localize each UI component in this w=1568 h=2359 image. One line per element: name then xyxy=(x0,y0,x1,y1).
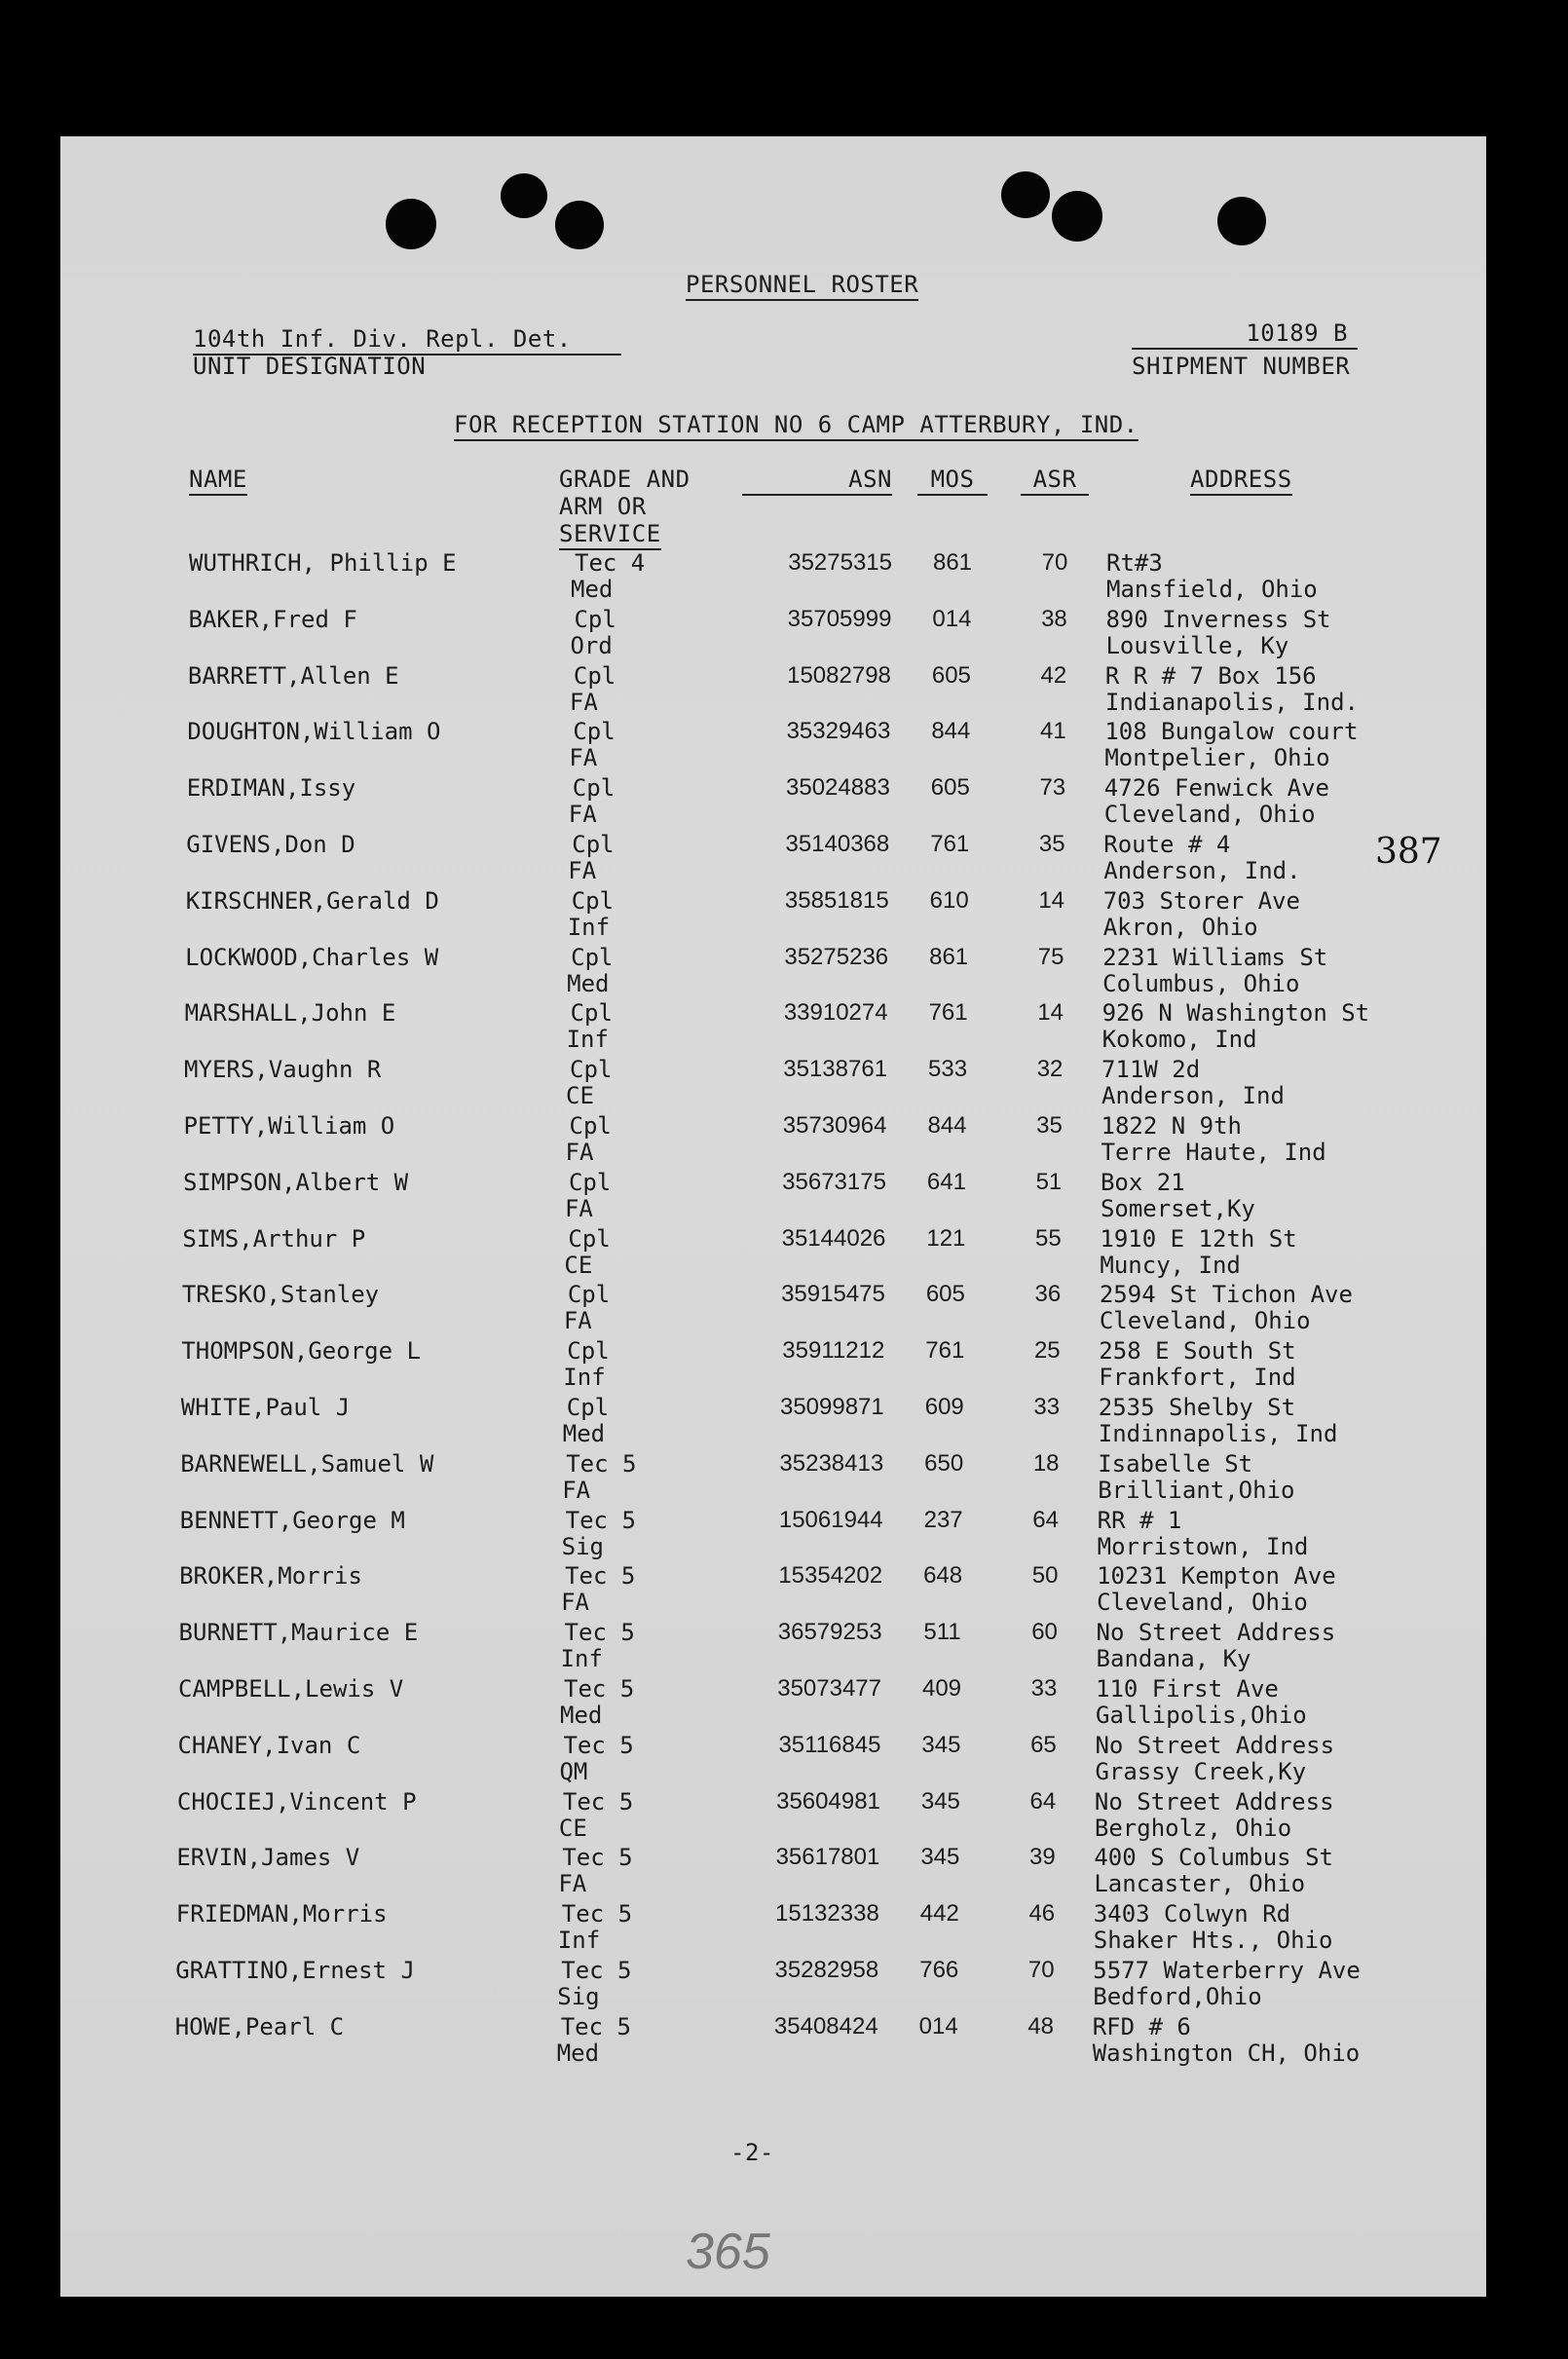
roster-grade: Tec 5 xyxy=(561,1900,633,1928)
roster-address-line2: Kokomo, Ind xyxy=(1101,1026,1257,1054)
roster-mos: 605 xyxy=(931,661,971,689)
roster-address-line2: Washington CH, Ohio xyxy=(1092,2039,1361,2067)
roster-address-line1: 10231 Kempton Ave xyxy=(1097,1562,1336,1591)
roster-arm: Sig xyxy=(561,1532,604,1560)
roster-address-line1: No Street Address xyxy=(1096,1619,1336,1647)
roster-arm: FA xyxy=(558,1870,587,1898)
roster-grade: Cpl xyxy=(566,1394,610,1421)
roster-asn: 35282958 xyxy=(774,1957,879,1983)
roster-name: KIRSCHNER,Gerald D xyxy=(185,886,439,915)
roster-asr: 75 xyxy=(1037,943,1064,970)
roster-asn: 35144026 xyxy=(781,1224,886,1252)
roster-asn: 35673175 xyxy=(782,1168,886,1195)
roster-arm: Sig xyxy=(557,1983,600,2010)
roster-grade: Tec 5 xyxy=(562,1844,633,1872)
roster-asr: 35 xyxy=(1036,1112,1063,1139)
column-header-address: ADDRESS xyxy=(1190,466,1292,496)
roster-grade: Cpl xyxy=(570,999,613,1028)
roster-grade: Tec 5 xyxy=(565,1562,636,1591)
roster-name: TRESKO,Stanley xyxy=(181,1281,380,1309)
roster-asn: 35408424 xyxy=(773,2012,878,2040)
roster-asn: 35329463 xyxy=(786,718,891,745)
roster-address-line2: Cleveland, Ohio xyxy=(1103,801,1316,829)
roster-asn: 36579253 xyxy=(777,1619,882,1646)
roster-mos: 014 xyxy=(918,2012,958,2040)
roster-asr: 51 xyxy=(1035,1168,1063,1195)
roster-address-line1: No Street Address xyxy=(1095,1731,1335,1759)
roster-asn: 15082798 xyxy=(787,661,891,689)
roster-name: PETTY,William O xyxy=(183,1112,395,1140)
roster-arm: Inf xyxy=(563,1364,606,1392)
roster-address-line1: R R # 7 Box 156 xyxy=(1104,661,1317,690)
punch-hole xyxy=(501,173,547,218)
roster-asr: 73 xyxy=(1039,774,1066,802)
roster-name: GRATTINO,Ernest J xyxy=(175,1957,415,1984)
roster-address-line1: 1910 E 12th St xyxy=(1100,1224,1297,1253)
roster-arm: CE xyxy=(564,1251,593,1279)
roster-grade: Cpl xyxy=(569,1112,612,1140)
roster-address-line1: 2535 Shelby St xyxy=(1098,1394,1296,1421)
column-header-mos: MOS xyxy=(917,466,988,496)
roster-mos: 345 xyxy=(920,1844,960,1871)
roster-name: CHOCIEJ,Vincent P xyxy=(176,1787,417,1816)
roster-asr: 60 xyxy=(1031,1619,1058,1646)
roster-asr: 70 xyxy=(1027,1957,1055,1983)
roster-name: ERDIMAN,Issy xyxy=(186,774,356,803)
roster-address-line2: Shaker Hts., Ohio xyxy=(1093,1927,1333,1955)
roster-asn: 35275236 xyxy=(784,943,889,970)
roster-mos: 014 xyxy=(932,605,972,632)
roster-asr: 64 xyxy=(1032,1506,1059,1533)
roster-mos: 409 xyxy=(921,1675,962,1702)
roster-asr: 55 xyxy=(1035,1224,1062,1252)
roster-mos: 761 xyxy=(930,831,970,857)
roster-name: MARSHALL,John E xyxy=(184,999,396,1028)
roster-name: BARRETT,Allen E xyxy=(187,661,399,690)
roster-grade: Tec 5 xyxy=(564,1619,635,1647)
roster-asr: 14 xyxy=(1037,999,1064,1027)
roster-grade: Cpl xyxy=(571,943,614,971)
roster-mos: 844 xyxy=(927,1112,967,1139)
roster-arm: FA xyxy=(568,857,597,884)
roster-asr: 48 xyxy=(1027,2012,1055,2040)
roster-mos: 861 xyxy=(929,943,969,970)
roster-arm: Med xyxy=(556,2039,600,2067)
roster-address-line1: 2594 St Tichon Ave xyxy=(1099,1281,1353,1309)
roster-address-line1: Route # 4 xyxy=(1103,831,1231,858)
column-header-arm: ARM OR xyxy=(559,493,647,520)
roster-mos: 609 xyxy=(924,1394,964,1420)
roster-asn: 35705999 xyxy=(787,605,892,632)
roster-address-line1: Box 21 xyxy=(1100,1168,1185,1196)
roster-asr: 41 xyxy=(1039,718,1066,745)
roster-arm: CE xyxy=(566,1082,594,1110)
roster-grade: Cpl xyxy=(567,1281,611,1309)
roster-address-line1: 5577 Waterberry Ave xyxy=(1093,1957,1361,1984)
roster-address-line1: RFD # 6 xyxy=(1092,2012,1191,2041)
column-header-asn: ASN xyxy=(742,466,892,496)
roster-name: GIVENS,Don D xyxy=(186,831,355,858)
destination-line: FOR RECEPTION STATION NO 6 CAMP ATTERBURY, IND. xyxy=(454,411,1139,441)
punch-hole xyxy=(1052,191,1102,242)
roster-asn: 15132338 xyxy=(775,1900,879,1928)
roster-address-line2: Somerset,Ky xyxy=(1100,1194,1255,1222)
roster-address-line2: Frankfort, Ind xyxy=(1099,1364,1296,1392)
roster-asn: 35617801 xyxy=(775,1844,880,1871)
roster-asn: 35116845 xyxy=(778,1731,881,1758)
roster-asn: 35140368 xyxy=(785,831,890,857)
roster-asr: 18 xyxy=(1032,1449,1060,1477)
roster-grade: Cpl xyxy=(572,831,615,858)
stamp-number: 387 xyxy=(1375,832,1442,872)
roster-name: FRIEDMAN,Morris xyxy=(175,1900,388,1928)
roster-asr: 42 xyxy=(1040,661,1067,689)
roster-grade: Cpl xyxy=(571,886,615,915)
roster-asn: 35099871 xyxy=(779,1394,884,1420)
roster-mos: 533 xyxy=(928,1056,968,1083)
roster-grade: Cpl xyxy=(573,718,616,746)
roster-address-line1: Rt#3 xyxy=(1106,549,1163,577)
roster-asn: 35604981 xyxy=(776,1787,880,1815)
roster-mos: 648 xyxy=(923,1562,963,1590)
roster-name: HOWE,Pearl C xyxy=(174,2012,345,2041)
roster-name: LOCKWOOD,Charles W xyxy=(185,943,439,971)
roster-asn: 35238413 xyxy=(779,1449,884,1477)
roster-name: BAKER,Fred F xyxy=(188,605,357,633)
roster-asn: 35138761 xyxy=(783,1056,888,1083)
roster-arm: CE xyxy=(558,1814,587,1842)
roster-arm: FA xyxy=(563,1307,592,1335)
roster-address-line2: Cleveland, Ohio xyxy=(1097,1589,1308,1617)
pencil-note: 365 xyxy=(686,2224,770,2280)
roster-mos: 650 xyxy=(924,1449,964,1477)
roster-asr: 14 xyxy=(1038,886,1065,914)
roster-name: SIMS,Arthur P xyxy=(182,1224,366,1253)
roster-asn: 35851815 xyxy=(784,886,889,914)
roster-address-line1: 703 Storer Ave xyxy=(1102,886,1300,915)
roster-asr: 65 xyxy=(1030,1731,1057,1758)
roster-asr: 70 xyxy=(1041,549,1068,576)
roster-address-line1: 2231 Williams St xyxy=(1102,943,1328,971)
roster-mos: 610 xyxy=(929,886,969,914)
roster-arm: Med xyxy=(567,969,610,997)
roster-asn: 35024883 xyxy=(786,774,890,802)
roster-name: BARNEWELL,Samuel W xyxy=(180,1449,434,1478)
roster-address-line1: 3403 Colwyn Rd xyxy=(1093,1900,1291,1928)
roster-asn: 35915475 xyxy=(781,1281,885,1308)
roster-address-line2: Brilliant,Ohio xyxy=(1098,1476,1295,1504)
roster-asn: 35073477 xyxy=(777,1675,881,1702)
roster-name: THOMPSON,George L xyxy=(181,1337,421,1366)
roster-mos: 766 xyxy=(919,1957,959,1983)
punch-hole xyxy=(1217,197,1266,245)
roster-address-line2: Grassy Creek,Ky xyxy=(1095,1757,1307,1785)
roster-name: CHANEY,Ivan C xyxy=(177,1731,361,1759)
roster-mos: 761 xyxy=(928,999,968,1027)
roster-address-line1: RR # 1 xyxy=(1097,1506,1182,1534)
roster-grade: Cpl xyxy=(567,1337,610,1366)
roster-address-line2: Cleveland, Ohio xyxy=(1099,1307,1311,1335)
roster-address-line2: Bergholz, Ohio xyxy=(1094,1814,1292,1842)
roster-mos: 121 xyxy=(926,1224,966,1252)
roster-name: WUTHRICH, Phillip E xyxy=(189,549,457,577)
roster-arm: Inf xyxy=(560,1645,603,1673)
roster-grade: Tec 5 xyxy=(565,1506,636,1534)
column-header-grade: GRADE AND xyxy=(559,466,691,493)
roster-address-line1: 890 Inverness St xyxy=(1105,605,1331,633)
roster-arm: FA xyxy=(564,1194,593,1222)
roster-mos: 511 xyxy=(923,1619,961,1646)
roster-arm: Med xyxy=(571,576,614,603)
unit-designation-label: UNIT DESIGNATION xyxy=(193,353,427,380)
shipment-number-value: 10189 B xyxy=(1132,319,1358,350)
roster-asr: 33 xyxy=(1033,1394,1061,1420)
roster-grade: Tec 5 xyxy=(563,1731,634,1759)
roster-arm: FA xyxy=(561,1589,589,1617)
roster-mos: 345 xyxy=(920,1787,960,1815)
roster-asr: 32 xyxy=(1036,1056,1064,1083)
roster-name: BENNETT,George M xyxy=(179,1506,405,1534)
roster-name: DOUGHTON,William O xyxy=(187,718,441,746)
roster-grade: Tec 5 xyxy=(560,2012,631,2041)
roster-address-line2: Morristown, Ind xyxy=(1097,1532,1309,1560)
roster-arm: FA xyxy=(569,688,598,716)
punch-hole xyxy=(386,199,436,249)
unit-designation-value: 104th Inf. Div. Repl. Det. xyxy=(193,325,621,356)
roster-asr: 64 xyxy=(1029,1787,1057,1815)
roster-grade: Tec 5 xyxy=(566,1449,637,1478)
roster-asn: 35730964 xyxy=(782,1112,887,1139)
roster-asn: 33910274 xyxy=(783,999,888,1027)
roster-asn: 15061944 xyxy=(778,1506,883,1533)
roster-address-line1: No Street Address xyxy=(1094,1787,1334,1816)
roster-address-line2: Anderson, Ind xyxy=(1101,1082,1285,1110)
roster-grade: Tec 4 xyxy=(575,549,646,577)
punch-hole xyxy=(1001,171,1050,218)
roster-address-line1: 926 N Washington St xyxy=(1101,999,1370,1028)
roster-asn: 15354202 xyxy=(778,1562,883,1590)
column-header-name: NAME xyxy=(189,466,247,496)
roster-address-line2: Gallipolis,Ohio xyxy=(1096,1702,1307,1729)
roster-address-line1: 400 S Columbus St xyxy=(1094,1844,1333,1872)
roster-address-line2: Bedford,Ohio xyxy=(1093,1983,1262,2010)
roster-mos: 605 xyxy=(925,1281,965,1308)
roster-address-line2: Akron, Ohio xyxy=(1102,913,1258,941)
document-page xyxy=(60,136,1486,2297)
roster-title: PERSONNEL ROSTER xyxy=(686,271,918,301)
punch-hole xyxy=(555,201,604,249)
roster-grade: Cpl xyxy=(568,1224,611,1253)
roster-address-line2: Lousville, Ky xyxy=(1105,631,1289,659)
roster-asr: 36 xyxy=(1034,1281,1062,1308)
roster-grade: Cpl xyxy=(568,1168,612,1196)
roster-name: CAMPBELL,Lewis V xyxy=(178,1675,404,1703)
roster-mos: 605 xyxy=(930,774,970,802)
roster-address-line2: Muncy, Ind xyxy=(1100,1251,1241,1279)
roster-mos: 345 xyxy=(921,1731,961,1758)
roster-mos: 844 xyxy=(931,718,971,745)
roster-asr: 25 xyxy=(1033,1337,1061,1365)
roster-asr: 50 xyxy=(1031,1562,1059,1590)
roster-grade: Cpl xyxy=(574,605,616,633)
roster-mos: 442 xyxy=(919,1900,959,1928)
roster-mos: 761 xyxy=(925,1337,965,1365)
roster-mos: 237 xyxy=(923,1506,963,1533)
roster-grade: Cpl xyxy=(573,661,616,690)
roster-address-line1: Isabelle St xyxy=(1098,1449,1253,1478)
roster-address-line2: Indianapolis, Ind. xyxy=(1104,688,1359,716)
roster-address-line1: 711W 2d xyxy=(1101,1056,1201,1084)
roster-address-line1: 258 E South St xyxy=(1099,1337,1296,1366)
roster-name: BROKER,Morris xyxy=(179,1562,362,1591)
roster-name: SIMPSON,Albert W xyxy=(182,1168,409,1196)
roster-address-line2: Indinnapolis, Ind xyxy=(1098,1420,1338,1447)
roster-arm: Inf xyxy=(567,913,611,941)
roster-asn: 35911212 xyxy=(782,1337,885,1365)
roster-address-line2: Terre Haute, Ind xyxy=(1101,1139,1326,1166)
column-header-asr: ASR xyxy=(1021,466,1089,496)
roster-mos: 641 xyxy=(926,1168,966,1195)
column-header-service: SERVICE xyxy=(559,520,661,550)
roster-arm: FA xyxy=(565,1139,594,1166)
roster-arm: FA xyxy=(568,801,597,829)
roster-address-line1: 110 First Ave xyxy=(1096,1675,1279,1703)
page-number: -2- xyxy=(730,2139,774,2166)
roster-address-line2: Bandana, Ky xyxy=(1096,1645,1251,1673)
roster-address-line2: Mansfield, Ohio xyxy=(1106,576,1318,603)
roster-mos: 861 xyxy=(932,549,973,576)
roster-arm: Inf xyxy=(566,1026,609,1054)
roster-name: WHITE,Paul J xyxy=(180,1394,351,1421)
roster-grade: Tec 5 xyxy=(564,1675,635,1703)
roster-arm: Med xyxy=(562,1420,606,1447)
roster-arm: FA xyxy=(569,744,598,772)
roster-asn: 35275315 xyxy=(788,549,892,576)
roster-grade: Tec 5 xyxy=(561,1957,632,1984)
roster-address-line1: 108 Bungalow court xyxy=(1104,718,1359,746)
roster-arm: Med xyxy=(560,1702,603,1729)
roster-address-line2: Lancaster, Ohio xyxy=(1094,1870,1306,1898)
roster-address-line2: Anderson, Ind. xyxy=(1103,857,1301,884)
roster-address-line1: 1822 N 9th xyxy=(1101,1112,1242,1140)
roster-arm: Ord xyxy=(570,631,613,659)
roster-arm: Inf xyxy=(557,1927,601,1955)
roster-address-line2: Montpelier, Ohio xyxy=(1104,744,1330,772)
roster-asr: 39 xyxy=(1028,1844,1056,1871)
roster-address-line2: Columbus, Ohio xyxy=(1102,969,1300,997)
roster-asr: 46 xyxy=(1028,1900,1056,1928)
roster-asr: 33 xyxy=(1030,1675,1058,1702)
roster-grade: Tec 5 xyxy=(562,1787,634,1816)
roster-asr: 38 xyxy=(1041,605,1067,632)
roster-arm: FA xyxy=(562,1476,591,1504)
roster-name: BURNETT,Maurice E xyxy=(178,1619,419,1647)
roster-grade: Cpl xyxy=(570,1056,613,1084)
roster-address-line1: 4726 Fenwick Ave xyxy=(1103,774,1329,803)
shipment-number-label: SHIPMENT NUMBER xyxy=(1132,353,1351,380)
roster-name: MYERS,Vaughn R xyxy=(184,1056,382,1084)
roster-arm: QM xyxy=(559,1757,588,1785)
roster-name: ERVIN,James V xyxy=(176,1844,360,1872)
roster-grade: Cpl xyxy=(572,774,616,803)
roster-asr: 35 xyxy=(1038,831,1065,857)
